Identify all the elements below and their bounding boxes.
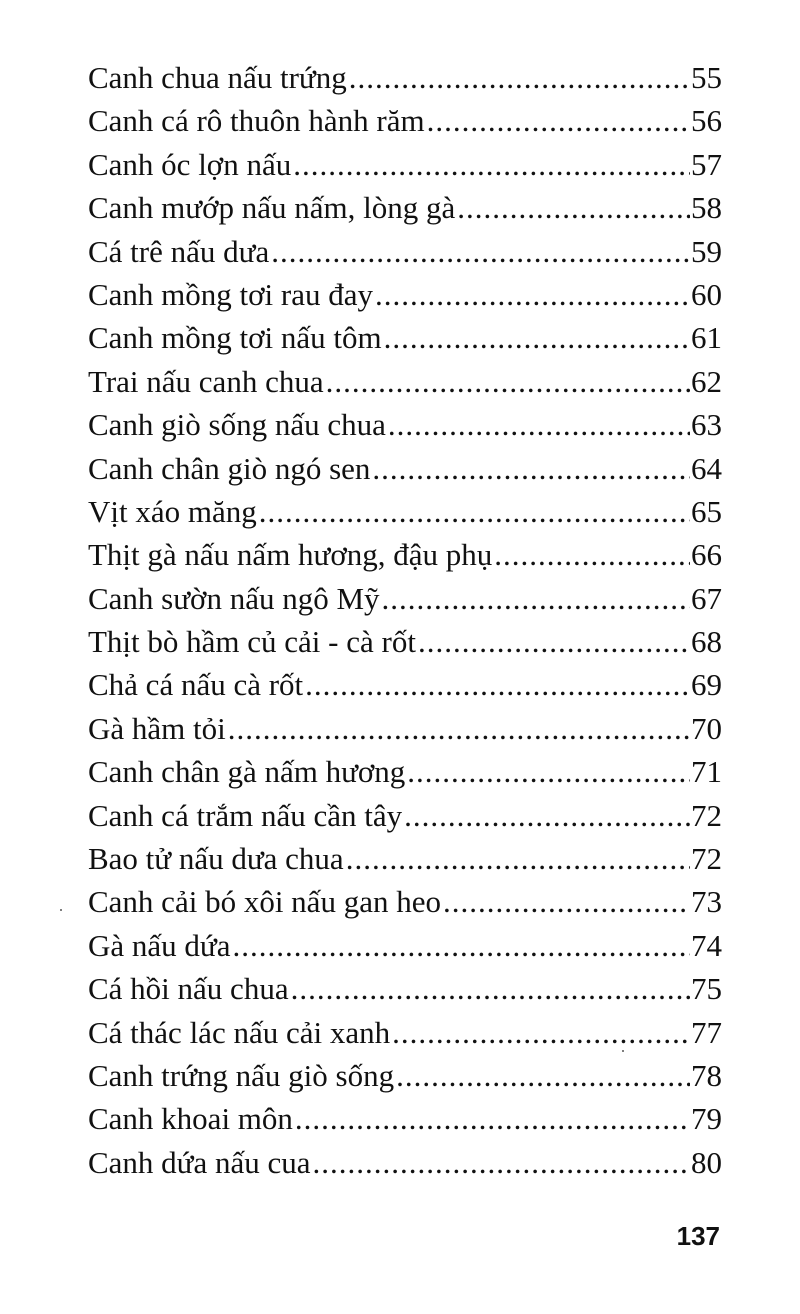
dot-leader — [407, 750, 690, 793]
dot-leader — [457, 186, 690, 229]
toc-entry-title: Canh chua nấu trứng — [88, 60, 347, 95]
dot-leader — [291, 967, 690, 1010]
dot-leader — [384, 316, 690, 359]
toc-entry-page: 67 — [691, 580, 722, 616]
toc-entry-page: 56 — [691, 103, 722, 139]
dot-leader — [349, 56, 690, 99]
toc-entry-page: 72 — [691, 797, 722, 833]
toc-entry-page: 69 — [691, 667, 722, 703]
toc-entry-title: Thịt gà nấu nấm hương, đậu phụ — [88, 537, 493, 573]
toc-entry-title: Canh óc lợn nấu — [88, 146, 292, 182]
toc-entry-title: Gà hầm tỏi — [88, 710, 226, 746]
toc-entry-title: Trai nấu canh chua — [88, 363, 324, 399]
toc-entry-page: 55 — [691, 60, 722, 95]
toc-entry — [88, 880, 722, 923]
toc-entry-title: Gà nấu dứa — [88, 927, 231, 963]
toc-entry-title: Vịt xáo măng — [88, 493, 257, 529]
toc-entry-page: 63 — [691, 407, 722, 443]
toc-entry-page: 66 — [691, 537, 722, 573]
table-of-contents — [88, 56, 722, 1184]
dot-leader — [232, 924, 690, 967]
dot-leader — [392, 1011, 690, 1054]
toc-entry-page: 72 — [691, 841, 722, 877]
toc-entry — [88, 273, 722, 316]
toc-entry-title: Canh dứa nấu cua — [88, 1144, 311, 1180]
dot-leader — [228, 707, 690, 750]
dot-leader — [382, 577, 690, 620]
toc-entry — [88, 360, 722, 403]
dot-leader — [293, 143, 690, 186]
toc-entry-title: Canh mướp nấu nấm, lòng gà — [88, 190, 456, 226]
toc-entry-title: Canh chân giò ngó sen — [88, 450, 371, 486]
dot-leader — [271, 230, 690, 273]
toc-entry-page: 58 — [691, 190, 722, 226]
toc-entry — [88, 99, 722, 142]
toc-entry-page: 68 — [691, 624, 722, 660]
toc-entry-title: Canh cá rô thuôn hành răm — [88, 103, 425, 139]
dot-leader — [305, 663, 690, 706]
toc-entry-page: 75 — [691, 971, 722, 1007]
toc-entry — [88, 967, 722, 1010]
toc-entry — [88, 794, 722, 837]
dot-leader — [372, 447, 690, 490]
toc-entry — [88, 403, 722, 446]
toc-entry — [88, 447, 722, 490]
toc-entry-page: 71 — [691, 754, 722, 790]
toc-entry — [88, 1097, 722, 1140]
toc-entry-title: Canh trứng nấu giò sống — [88, 1057, 395, 1093]
toc-entry-page: 64 — [691, 450, 722, 486]
toc-entry — [88, 620, 722, 663]
toc-entry — [88, 230, 722, 273]
toc-entry — [88, 533, 722, 576]
toc-entry — [88, 577, 722, 620]
dot-leader — [295, 1097, 690, 1140]
page-number: 137 — [676, 1221, 720, 1251]
toc-entry-page: 61 — [691, 320, 722, 356]
dot-leader — [326, 360, 690, 403]
toc-entry — [88, 1141, 722, 1184]
toc-entry-page: 73 — [691, 884, 722, 920]
toc-entry-page: 78 — [691, 1057, 722, 1093]
toc-entry — [88, 186, 722, 229]
dot-leader — [418, 620, 690, 663]
toc-entry-page: 79 — [691, 1101, 722, 1137]
toc-entry-title: Canh cá trắm nấu cần tây — [88, 797, 403, 833]
toc-entry-page: 70 — [691, 710, 722, 746]
toc-entry-title: Cá trê nấu dưa — [88, 233, 270, 269]
toc-entry — [88, 750, 722, 793]
toc-entry — [88, 924, 722, 967]
toc-entry-title: Canh chân gà nấm hương — [88, 754, 406, 790]
toc-entry-title: Canh khoai môn — [88, 1101, 293, 1137]
dot-leader — [375, 273, 690, 316]
toc-entry-page: 60 — [691, 276, 722, 312]
toc-entry-page: 80 — [691, 1144, 722, 1180]
toc-entry — [88, 490, 722, 533]
toc-entry-title: Canh giò sống nấu chua — [88, 407, 386, 443]
dot-leader — [388, 403, 690, 446]
scan-speck — [60, 909, 62, 911]
toc-entry-page: 57 — [691, 146, 722, 182]
toc-entry-page: 65 — [691, 493, 722, 529]
dot-leader — [443, 880, 690, 923]
dot-leader — [427, 99, 690, 142]
toc-entry-page: 59 — [691, 233, 722, 269]
toc-entry — [88, 1011, 722, 1054]
toc-entry — [88, 663, 722, 706]
toc-entry — [88, 316, 722, 359]
toc-entry — [88, 56, 722, 99]
toc-entry — [88, 1054, 722, 1097]
toc-entry-title: Canh cải bó xôi nấu gan heo — [88, 884, 441, 920]
toc-entry-title: Canh sườn nấu ngô Mỹ — [88, 580, 380, 616]
dot-leader — [313, 1141, 690, 1184]
toc-entry-page: 74 — [691, 927, 722, 963]
toc-entry — [88, 837, 722, 880]
dot-leader — [494, 533, 690, 576]
dot-leader — [259, 490, 690, 533]
toc-entry-page: 77 — [691, 1014, 722, 1050]
toc-entry — [88, 143, 722, 186]
dot-leader — [396, 1054, 690, 1097]
toc-entry-title: Canh mồng tơi nấu tôm — [88, 320, 382, 356]
toc-entry — [88, 707, 722, 750]
toc-entry-title: Canh mồng tơi rau đay — [88, 276, 374, 312]
dot-leader — [346, 837, 690, 880]
toc-entry-title: Cá thác lác nấu cải xanh — [88, 1014, 391, 1050]
toc-entry-page: 62 — [691, 363, 722, 399]
scan-speck — [622, 1050, 624, 1052]
toc-entry-title: Bao tử nấu dưa chua — [88, 841, 344, 877]
toc-entry-title: Thịt bò hầm củ cải - cà rốt — [88, 624, 416, 660]
toc-entry-title: Chả cá nấu cà rốt — [88, 667, 304, 703]
dot-leader — [404, 794, 690, 837]
toc-entry-title: Cá hồi nấu chua — [88, 971, 289, 1007]
